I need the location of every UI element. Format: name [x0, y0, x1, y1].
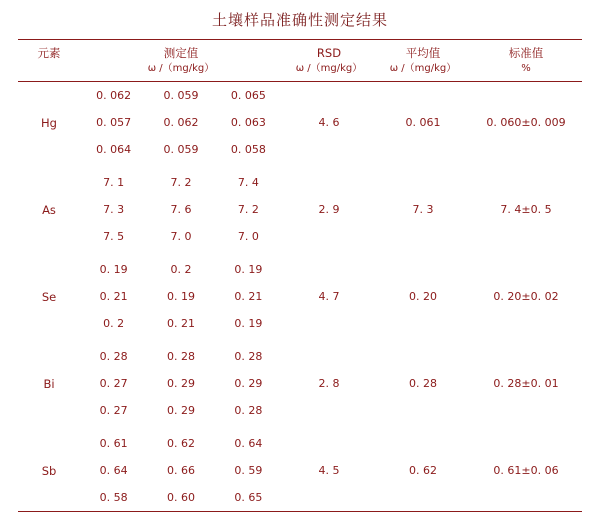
measured-cell: 0. 057 [80, 109, 147, 136]
measured-cell: 0. 2 [80, 310, 147, 337]
measured-cell: 0. 058 [215, 136, 282, 163]
row-measured-values [80, 256, 282, 337]
table-row [18, 82, 582, 164]
measured-cell: 0. 27 [80, 370, 147, 397]
header-standard: 标准值 % [470, 40, 582, 78]
measured-cell: 0. 059 [147, 136, 214, 163]
row-rsd: 2. 8 [282, 343, 376, 424]
row-standard: 7. 4±0. 5 [470, 169, 582, 250]
measured-cell: 0. 60 [147, 484, 214, 511]
row-rsd: 4. 6 [282, 82, 376, 164]
row-rsd: 4. 7 [282, 256, 376, 337]
header-rsd: RSD ω /（mg/kg） [282, 40, 376, 78]
row-rsd: 4. 5 [282, 430, 376, 512]
row-average: 0. 061 [376, 82, 470, 164]
measured-cell: 0. 66 [147, 457, 214, 484]
row-average: 7. 3 [376, 169, 470, 250]
measured-cell: 0. 59 [215, 457, 282, 484]
row-measured-values [80, 430, 282, 512]
header-element: 元素 [18, 40, 80, 78]
measured-cell: 7. 1 [80, 169, 147, 196]
measured-cell: 0. 19 [215, 310, 282, 337]
measured-cell: 0. 21 [147, 310, 214, 337]
header-average: 平均值 ω /（mg/kg） [376, 40, 470, 78]
table-row [18, 430, 582, 512]
measured-cell: 0. 28 [147, 343, 214, 370]
row-average: 0. 28 [376, 343, 470, 424]
measured-cell: 0. 27 [80, 397, 147, 424]
measured-cell: 7. 0 [215, 223, 282, 250]
row-standard: 0. 20±0. 02 [470, 256, 582, 337]
measured-cell: 7. 4 [215, 169, 282, 196]
measured-cell: 7. 5 [80, 223, 147, 250]
measured-cell: 0. 28 [215, 343, 282, 370]
measured-cell: 0. 19 [80, 256, 147, 283]
row-element: Sb [18, 430, 80, 512]
header-measured: 测定值 ω /（mg/kg） [80, 40, 282, 78]
measured-cell: 0. 059 [147, 82, 214, 109]
measured-cell: 0. 19 [147, 283, 214, 310]
row-standard: 0. 060±0. 009 [470, 82, 582, 164]
row-rsd: 2. 9 [282, 169, 376, 250]
row-element: Se [18, 256, 80, 337]
measured-cell: 0. 063 [215, 109, 282, 136]
measured-cell: 0. 064 [80, 136, 147, 163]
measured-cell: 7. 0 [147, 223, 214, 250]
measured-cell: 0. 64 [80, 457, 147, 484]
measured-cell: 0. 19 [215, 256, 282, 283]
measured-cell: 7. 6 [147, 196, 214, 223]
measured-cell: 0. 29 [147, 397, 214, 424]
accuracy-results-table [18, 39, 582, 512]
row-average: 0. 62 [376, 430, 470, 512]
page-title: 土壤样品准确性测定结果 [18, 0, 582, 39]
row-measured-values [80, 169, 282, 250]
measured-cell: 0. 62 [147, 430, 214, 457]
measured-cell: 0. 28 [80, 343, 147, 370]
measured-cell: 0. 61 [80, 430, 147, 457]
measured-cell: 0. 64 [215, 430, 282, 457]
measured-cell: 7. 2 [215, 196, 282, 223]
row-standard: 0. 61±0. 06 [470, 430, 582, 512]
measured-cell: 0. 65 [215, 484, 282, 511]
table-row [18, 256, 582, 337]
measured-cell: 0. 29 [147, 370, 214, 397]
measured-cell: 7. 3 [80, 196, 147, 223]
measured-cell: 0. 28 [215, 397, 282, 424]
measured-cell: 0. 29 [215, 370, 282, 397]
measured-cell: 0. 58 [80, 484, 147, 511]
table-row [18, 343, 582, 424]
measured-cell: 0. 062 [80, 82, 147, 109]
measured-cell: 0. 062 [147, 109, 214, 136]
row-element: Hg [18, 82, 80, 164]
row-standard: 0. 28±0. 01 [470, 343, 582, 424]
measured-cell: 0. 2 [147, 256, 214, 283]
measured-cell: 0. 065 [215, 82, 282, 109]
table-row [18, 169, 582, 250]
row-measured-values [80, 82, 282, 164]
row-element: Bi [18, 343, 80, 424]
measured-cell: 7. 2 [147, 169, 214, 196]
row-element: As [18, 169, 80, 250]
measured-cell: 0. 21 [80, 283, 147, 310]
table-header-row [18, 40, 582, 78]
row-measured-values [80, 343, 282, 424]
row-average: 0. 20 [376, 256, 470, 337]
measured-cell: 0. 21 [215, 283, 282, 310]
